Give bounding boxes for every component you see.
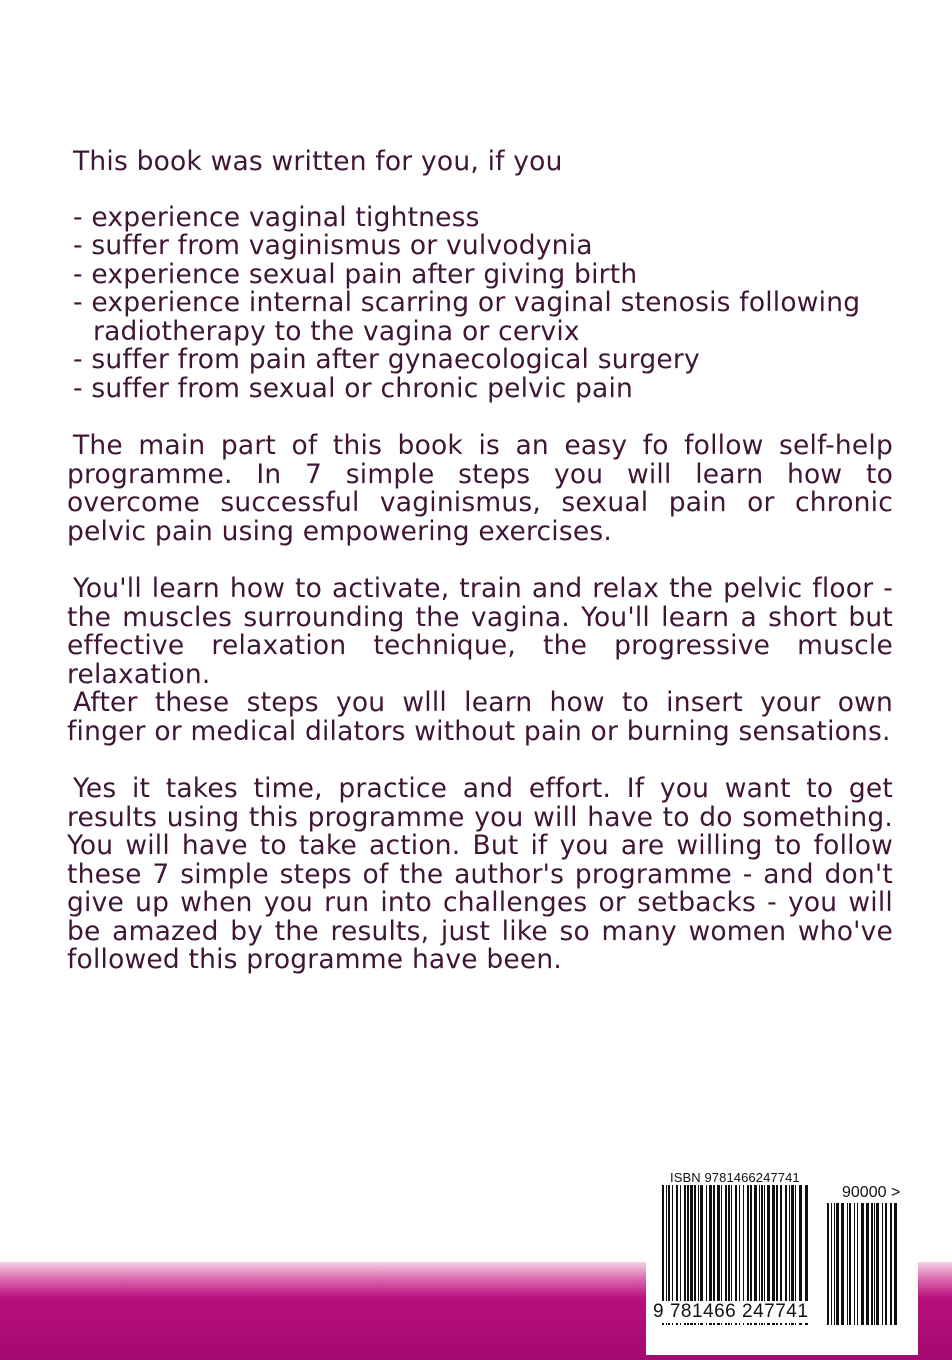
list-item: - suffer from pain after gynaecological surgery	[73, 344, 700, 375]
list-item: - suffer from vaginismus or vulvodynia	[73, 230, 593, 261]
back-cover-text	[67, 148, 893, 975]
symptom-list	[73, 201, 893, 404]
list-item: - experience sexual pain after giving birth	[73, 258, 638, 290]
list-item: - suffer from sexual or chronic pelvic pain	[73, 372, 634, 404]
addon-barcode	[827, 1203, 899, 1325]
paragraph-programme: The main part of this book is an easy fo follow self-help programme. In 7 simple steps you will learn how to overcome successful vaginismus, sexual pain or chronic pelvic pain using empowering exercises.	[67, 430, 893, 547]
intro-line: This book was written for you, if you	[73, 146, 563, 177]
paragraph-pelvic-floor: You'll learn how to activate, train and relax the pelvic floor - the muscles surrounding the vagina. You'll learn a short but effective relaxation technique, the progressive muscle relaxation.	[67, 573, 893, 690]
isbn-barcode-box	[646, 1165, 918, 1355]
paragraph-dilators: After these steps you wlll learn how to insert your own finger or medical dilators without pain or burning sensations.	[67, 687, 893, 747]
list-item: - experience vaginal tightness	[73, 201, 480, 233]
barcode-digits: 9 781466 247741	[653, 1301, 809, 1322]
list-item: - experience internal scarring or vaginal stenosis following radiotherapy to the vagina or cervix	[73, 287, 861, 347]
isbn-label: ISBN 9781466247741	[670, 1170, 800, 1185]
paragraph-effort: Yes it takes time, practice and effort. If you want to get results using this programme you will have to do something. You will have to take action. But if you are willing to follow these 7 simple steps of the author's programme - and don't give up when you run into challenges or setbacks - you will be amazed by the results, just like so many women who've followed this programme have been.	[67, 773, 893, 975]
price-code: 90000 >	[842, 1184, 901, 1201]
